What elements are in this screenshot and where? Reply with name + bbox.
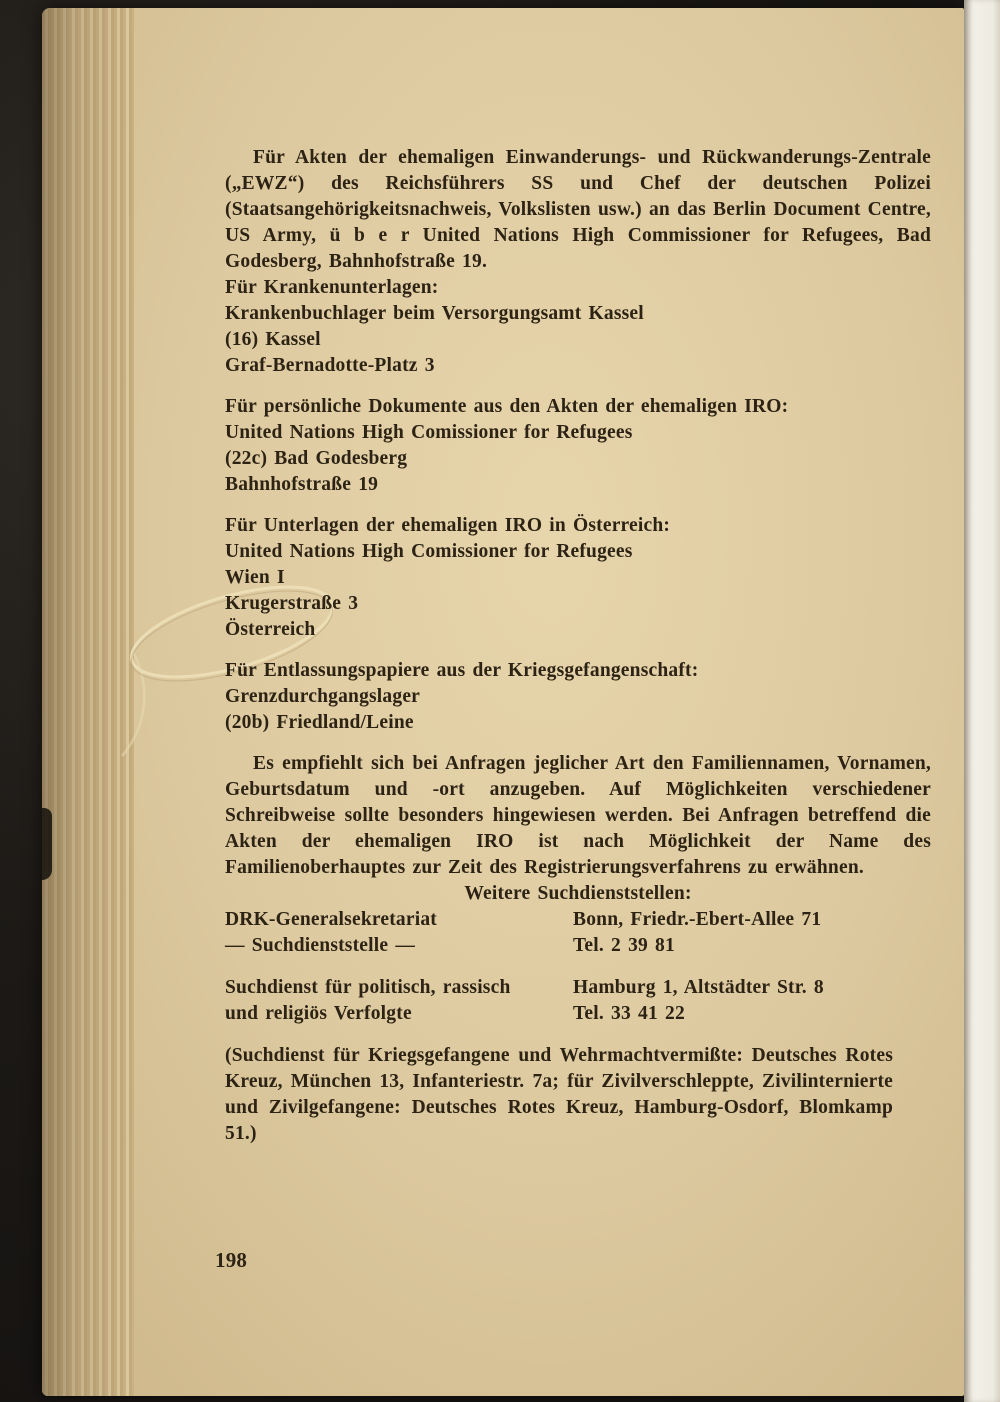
directory-entry <box>225 907 931 959</box>
directory-entry-name <box>225 907 573 959</box>
directory-heading: Weitere Suchdienststellen: <box>464 883 692 904</box>
section-heading: Für Unterlagen der ehemaligen IRO in Österreich: <box>225 515 671 536</box>
directory-note: (Suchdienst für Kriegsgefangene und Wehrmachtvermißte: Deutsches Rotes Kreuz, München 13, Infanteriestr. 7a; für Zivilverschleppte, Zivilinternierte und Zivilgefangene: Deutsches Rotes Kreuz, Hamburg-Osdorf, Blomkamp 51.) <box>225 1045 893 1144</box>
section-line: Bahnhofstraße 19 <box>225 474 379 495</box>
directory-name-line: DRK-Generalsekretariat <box>225 909 437 930</box>
section-line: United Nations High Comissioner for Refugees <box>225 422 633 443</box>
section-line: Graf-Bernadotte-Platz 3 <box>225 355 435 376</box>
section-line: Krugerstraße 3 <box>225 593 359 614</box>
section-heading: Für persönliche Dokumente aus den Akten der ehemaligen IRO: <box>225 396 789 417</box>
section-line: Grenzdurchgangslager <box>225 686 421 707</box>
directory-name-line: Suchdienst für politisch, rassisch <box>225 977 511 998</box>
book-page <box>42 8 964 1396</box>
directory-address-line: Bonn, Friedr.-Ebert-Allee 71 <box>573 909 822 930</box>
section-line: (20b) Friedland/Leine <box>225 712 414 733</box>
directory-address-line: Hamburg 1, Altstädter Str. 8 <box>573 977 824 998</box>
page-text <box>215 145 931 1273</box>
section-iro-oesterreich <box>225 513 931 643</box>
directory-entry-name <box>225 975 573 1027</box>
directory-entry-address <box>573 975 931 1027</box>
section-heading: Für Krankenunterlagen: <box>225 277 439 298</box>
directory-address-line: Tel. 2 39 81 <box>573 935 675 956</box>
book-page-edges <box>42 8 134 1396</box>
intro-paragraph: Für Akten der ehemaligen Einwanderungs- und Rückwanderungs-Zentrale („EWZ“) des Reichsführers SS und Chef der deutschen Polizei (Staatsangehörigkeitsnachweis, Volkslisten usw.) an das Berlin Document Centre, US Army, ü b e r United Nations High Commissioner for Refugees, Bad Godesberg, Bahnhofstraße 19. <box>225 147 931 272</box>
directory-entry-address <box>573 907 931 959</box>
section-line: Krankenbuchlager beim Versorgungsamt Kassel <box>225 303 644 324</box>
directory-entry <box>225 975 931 1027</box>
section-line: (16) Kassel <box>225 329 321 350</box>
page-number: 198 <box>215 1248 248 1272</box>
directory-name-line: — Suchdienststelle — <box>225 935 416 956</box>
section-line: Wien I <box>225 567 285 588</box>
section-heading: Für Entlassungspapiere aus der Kriegsgefangenschaft: <box>225 660 699 681</box>
section-persoenliche-dokumente <box>225 394 931 498</box>
section-line: United Nations High Comissioner for Refugees <box>225 541 633 562</box>
directory-name-line: und religiös Verfolgte <box>225 1003 412 1024</box>
section-entlassungspapiere <box>225 658 931 736</box>
ink-smudge <box>42 808 52 880</box>
section-line: Österreich <box>225 619 316 640</box>
directory-address-line: Tel. 33 41 22 <box>573 1003 685 1024</box>
adjacent-page-edge <box>964 0 1000 1402</box>
section-line: (22c) Bad Godesberg <box>225 448 408 469</box>
section-krankenunterlagen <box>225 275 931 379</box>
advice-paragraph: Es empfiehlt sich bei Anfragen jeglicher Art den Familiennamen, Vornamen, Geburtsdatum und -ort anzugeben. Auf Möglichkeiten verschiedener Schreibweise sollte besonders hingewiesen werden. Bei Anfragen betreffend die Akten der ehemaligen IRO ist nach Möglichkeit der Name des Familienoberhauptes zur Zeit des Registrierungsverfahrens zu erwähnen. <box>225 753 931 878</box>
